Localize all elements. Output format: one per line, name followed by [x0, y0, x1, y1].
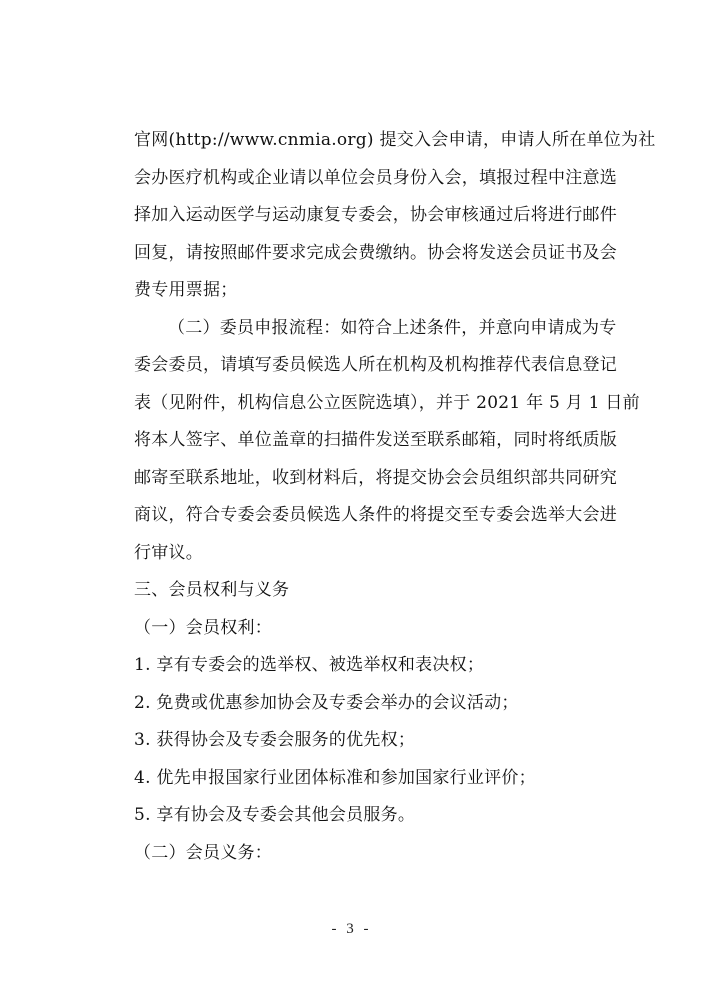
paragraph-committee-application-process — [134, 310, 640, 573]
text-line: 委会委员，请填写委员候选人所在机构及机构推荐代表信息登记 — [134, 355, 617, 375]
list-item: 4. 优先申报国家行业团体标准和参加国家行业评价； — [134, 767, 536, 788]
section-heading-rights-and-obligations — [134, 572, 574, 610]
text-line: 行审议。 — [134, 542, 203, 563]
list-item: 5. 享有协会及专委会其他会员服务。 — [134, 805, 416, 825]
text-line: 商议，符合专委会委员候选人条件的将提交至专委会选举大会进 — [134, 505, 617, 525]
text-line: 回复，请按照邮件要求完成会费缴纳。协会将发送会员证书及会 — [134, 242, 617, 263]
text-line: 将本人签字、单位盖章的扫描件发送至联系邮箱，同时将纸质版 — [134, 430, 617, 450]
subsection-heading: （二）会员义务： — [134, 842, 272, 863]
text-line: 表（见附件，机构信息公立医院选填），并于 2021 年 5 月 1 日前 — [134, 392, 640, 413]
document-body — [134, 122, 656, 872]
text-line: 费专用票据； — [134, 280, 238, 300]
list-item: 1. 享有专委会的选举权、被选举权和表决权； — [134, 655, 485, 675]
paragraph-membership-application — [134, 122, 656, 310]
page-number: - 3 - — [331, 921, 372, 937]
list-item: 2. 免费或优惠参加协会及专委会举办的会议活动； — [134, 692, 519, 713]
list-item: 3. 获得协会及专委会服务的优先权； — [134, 730, 416, 750]
text-line: 会办医疗机构或企业请以单位会员身份入会，填报过程中注意选 — [134, 167, 617, 188]
section-heading-text: 三、会员权利与义务 — [134, 580, 290, 600]
text-line: 邮寄至联系地址，收到材料后，将提交协会会员组织部共同研究 — [134, 467, 617, 488]
subsection-member-rights — [134, 610, 574, 835]
text-line: （二）委员申报流程：如符合上述条件，并意向申请成为专 — [168, 317, 617, 338]
subsection-member-obligations — [134, 835, 574, 873]
text-line: 官网(http://www.cnmia.org) 提交入会申请，申请人所在单位为社 — [134, 130, 656, 150]
subsection-heading: （一）会员权利： — [134, 617, 272, 638]
text-line: 择加入运动医学与运动康复专委会，协会审核通过后将进行邮件 — [134, 205, 617, 225]
